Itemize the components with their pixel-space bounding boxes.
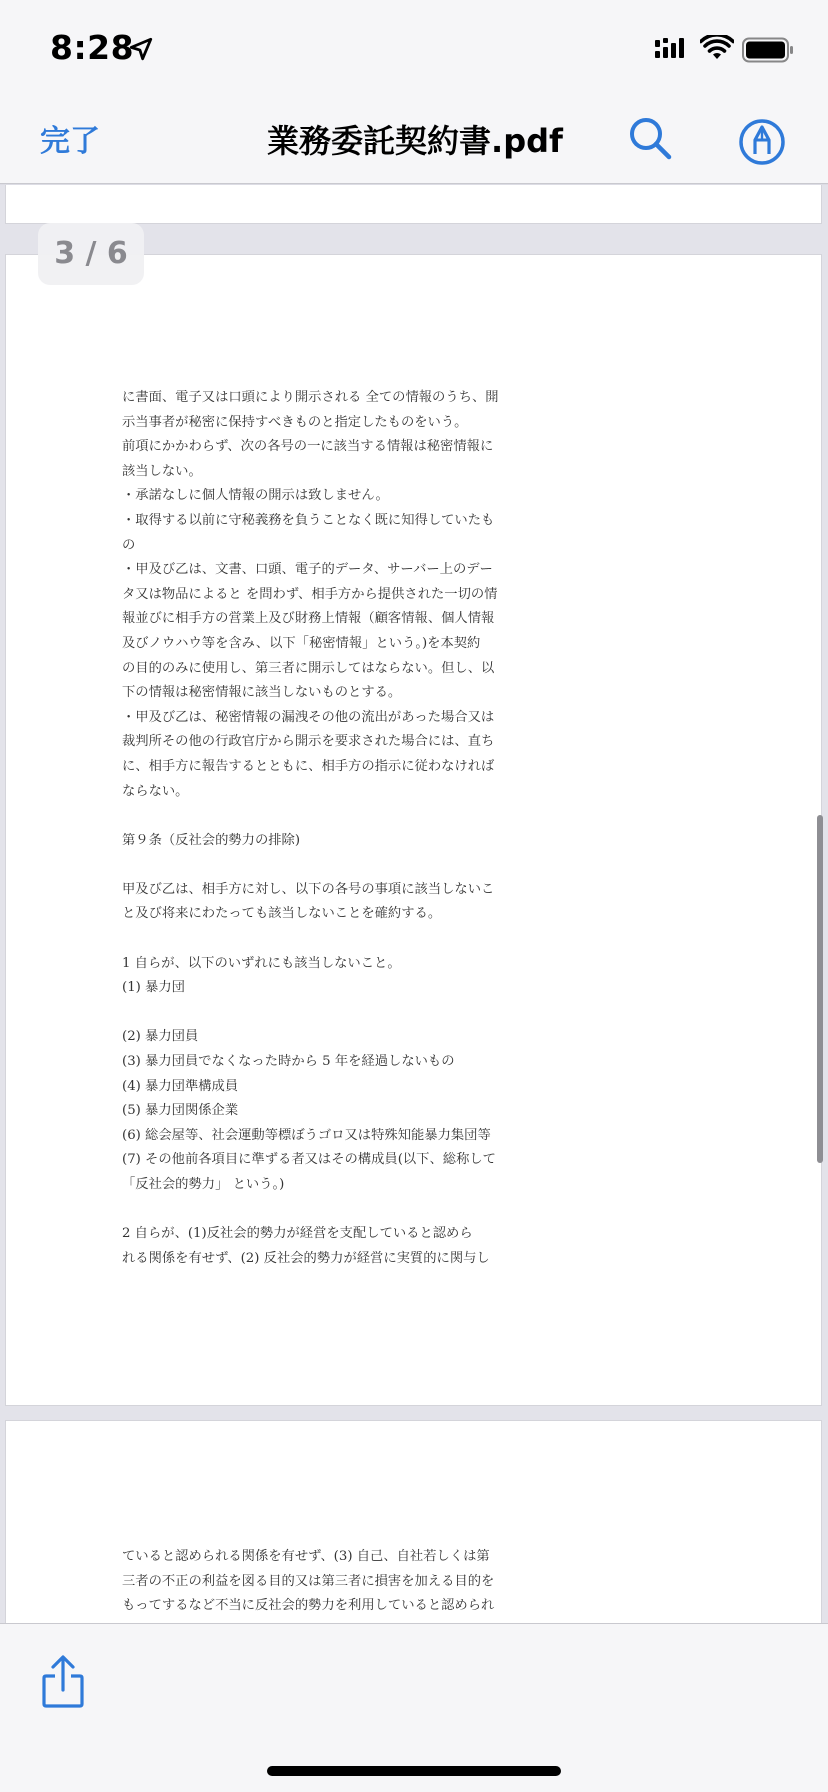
text-line: 第９条（反社会的勢力の排除) (122, 832, 301, 848)
text-line: 下の情報は秘密情報に該当しないものとする。 (122, 685, 402, 701)
home-indicator[interactable] (267, 1766, 561, 1776)
wifi-icon (700, 35, 734, 63)
text-line: 1 自らが、以下のいずれにも該当しないこと。 (122, 955, 401, 971)
share-icon[interactable] (40, 1654, 86, 1710)
pdf-page-next (6, 1421, 821, 1623)
text-line: ・甲及び乙は、秘密情報の漏洩その他の流出があった場合又は (122, 709, 495, 725)
text-line: (2) 暴力団員 (122, 1029, 199, 1045)
text-line: (5) 暴力団関係企業 (122, 1103, 239, 1119)
text-line: の (122, 537, 136, 553)
text-line: タ又は物品によると を問わず、相手方から提供された一切の情 (122, 586, 498, 602)
text-line: (3) 暴力団員でなくなった時から 5 年を経過しないもの (122, 1054, 455, 1070)
done-button[interactable]: 完了 (40, 116, 100, 160)
pdf-page-current (6, 255, 821, 1405)
page-text-content (122, 386, 542, 1271)
battery-icon (742, 37, 794, 63)
location-arrow-icon (128, 36, 154, 62)
page-text-content (122, 1545, 542, 1619)
cellular-signal-icon (654, 36, 688, 62)
text-line: 示当事者が秘密に保持すべきものと指定したものをいう。 (122, 414, 468, 430)
text-line: もってするなど不当に反社会的勢力を利用していると認められ (122, 1598, 495, 1614)
bottom-toolbar (0, 1623, 828, 1792)
blank-line (122, 853, 542, 878)
text-line: (4) 暴力団準構成員 (122, 1078, 239, 1094)
scroll-indicator[interactable] (817, 815, 823, 1163)
document-title: 業務委託契約書.pdf (267, 122, 563, 160)
text-line: (7) その他前各項目に準ずる者又はその構成員(以下、総称して (122, 1152, 496, 1168)
text-line: 報並びに相手方の営業上及び財務上情報（顧客情報、個人情報 (122, 611, 495, 627)
text-line: の目的のみに使用し、第三者に開示してはならない。但し、以 (122, 660, 495, 676)
text-line: ・甲及び乙は、文書、口頭、電子的データ、サーバー上のデー (122, 562, 493, 578)
text-line: ・承諾なしに個人情報の開示は致しません。 (122, 488, 389, 504)
text-line: 該当しない。 (122, 463, 202, 479)
text-line: 及びノウハウ等を含み、以下「秘密情報」という。)を本契約 (122, 635, 481, 651)
text-line: ていると認められる関係を有せず、(3) 自己、自社若しくは第 (122, 1549, 490, 1564)
markup-pen-icon[interactable] (738, 118, 786, 166)
status-bar (0, 0, 828, 96)
text-line: と及び将来にわたっても該当しないことを確約する。 (122, 906, 442, 922)
navigation-bar (0, 96, 828, 184)
text-line: (1) 暴力団 (122, 980, 185, 996)
text-line: (6) 総会屋等、社会運動等標ぼうゴロ又は特殊知能暴力集団等 (122, 1127, 491, 1143)
text-line: ならない。 (122, 783, 189, 799)
pdf-page-previous (6, 185, 821, 223)
blank-line (122, 1001, 542, 1026)
blank-line (122, 804, 542, 829)
text-line: 「反社会的勢力」 という。) (122, 1177, 285, 1192)
page-indicator: 3 / 6 (38, 223, 144, 285)
text-line: 裁判所その他の行政官庁から開示を要求された場合には、直ち (122, 734, 495, 750)
text-line: ・取得する以前に守秘義務を負うことなく既に知得していたも (122, 512, 495, 528)
blank-line (122, 927, 542, 952)
pdf-document-view[interactable] (0, 185, 828, 1623)
text-line: に、相手方に報告するとともに、相手方の指示に従わなければ (122, 758, 495, 774)
text-line: れる関係を有せず、(2) 反社会的勢力が経営に実質的に関与し (122, 1250, 490, 1266)
search-icon[interactable] (626, 114, 674, 162)
text-line: 2 自らが、(1)反社会的勢力が経営を支配していると認めら (122, 1226, 473, 1242)
text-line: 前項にかかわらず、次の各号の一に該当する情報は秘密情報に (122, 439, 494, 455)
text-line: 甲及び乙は、相手方に対し、以下の各号の事項に該当しないこ (122, 881, 495, 897)
text-line: 三者の不正の利益を図る目的又は第三者に損害を加える目的を (122, 1573, 495, 1589)
text-line: に書面、電子又は口頭により開示される 全ての情報のうち、開 (122, 390, 499, 405)
blank-line (122, 1198, 542, 1223)
status-time: 8:28 (50, 28, 135, 67)
